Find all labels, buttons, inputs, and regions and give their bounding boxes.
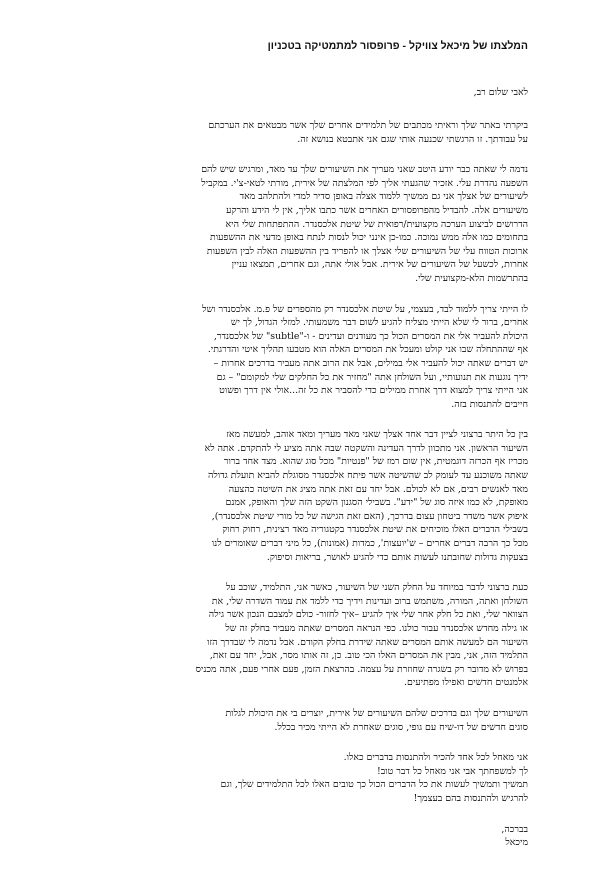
letter-paragraph xyxy=(62,303,528,412)
letter-greeting: לאבי שלום רב, xyxy=(473,87,528,98)
paragraph-line: אחרות, לכשעל של השיעורים של אירית. אבל אולי אתה, וגם אחרים, תמצאו עניין xyxy=(231,259,528,271)
paragraph-line: ביקרתי באתר שלך וראיתי מכתבים של תלמידים אחרים שלך אשר מבטאים את הערכתם xyxy=(208,120,528,131)
paragraph-line: לך למשפחתך אבי אני מאחל כל דבר טוב! xyxy=(376,765,528,777)
paragraph-line: אני מאחל לכל אחד להכיר ולהתנסות בדברים כאלו. xyxy=(343,752,528,764)
paragraph-line: חייבים להתנסות בזה. xyxy=(451,398,528,410)
paragraph-line: לו הייתי צריך ללמוד לבד, בעצמי, על שיטת אלכסנדר רק מהספרים של פ.מ. אלכסנדר ושל xyxy=(202,303,528,315)
paragraph-line: בתחומים כמו אלה ממש נמוכה. כמו-כן אינני יכול לנסות לנתח באופן מדעי את ההשפעות xyxy=(210,232,528,244)
letter-paragraph xyxy=(62,581,528,690)
paragraph-line: משיעורים אלה. להבדיל מהפרופסורים האחרים אשר כתבו אליך, אין לי הידע והרקע xyxy=(226,204,528,216)
paragraph-line: מאופקת, לא כמו איזה סוג של "ידע". בשבילי הסגנון השקט הזה שלך והאופק, אמנם xyxy=(225,497,528,509)
paragraph-line: סוגים חדשים של דו-שיח עם גופי, סוגים שאחרת לא הייתי מכיר בכלל. xyxy=(274,721,528,733)
paragraph-line: מאד לאנשים רבים, אם לא לכולם. אבל יחד עם זאת אתה מציג את השיטה כהצעה xyxy=(228,483,528,495)
paragraph-line: מכריז אף הכרזה דוגמטית, אין שום רמז של "פנטיות" מכל סוג שהוא. מצד אחד ברור xyxy=(223,456,528,468)
paragraph-line: ארוכות הטווח עלי של השיעורים שלי אצלך או להפריד בין ההשפעות האלה לבין השפעות xyxy=(206,245,528,257)
letter-paragraph xyxy=(62,751,528,805)
paragraph-line: בשבילי הדברים האלו מוכיחים את שיטת אלכסנדר בקטגוריה מאד רצינית, רחוק רחוק xyxy=(222,524,528,536)
paragraph-line: הצוואר שלי, ואת כל חלק אחר שלי איך להגיע –איך לחזור- כולם למצבם הנכון אשר גילה xyxy=(208,609,528,621)
letter-signoff xyxy=(62,823,528,850)
paragraph-line: לשיעורים של אצלך אני גם ממשיך ללמוד אצלה באופן סדיר למדי ולהתלהב מאד xyxy=(239,191,528,203)
paragraph-line: נדמה לי שאתה כבר יודע היטב שאני מעריך את השיעורים שלך עד מאד, ומרגיש שיש להם xyxy=(201,164,528,176)
paragraph-line: השיעור הם למעשה אותם המסרים שאתה שידרת בחלק הקודם. אבל נדמה לי שבדרך הזו xyxy=(207,636,528,648)
letter-paragraph xyxy=(62,119,528,146)
paragraph-line: איפוק אשר משדר ביטחון עצום בדרכך, (האם זאת הגישה של כל מורי שיטת אלכסנדר), xyxy=(211,510,528,522)
paragraph-line: אף שההתחלה שבו אני קולט ומעכל את המסרים האלה הוא מטבעו תהליך איטי והדרגתי. xyxy=(207,344,528,356)
letter-paragraph xyxy=(62,163,528,285)
paragraph-line: תמשיך ותמשיך לעשות את כל הדברים הכול כך טובים האלו לכל התלמידים שלך, וגם xyxy=(220,779,528,791)
paragraph-line: אלמנטים חדשים ואפילו מפתיעים. xyxy=(404,677,528,689)
paragraph-line: בין כל היתר ברצוני לציין דבר אחד אצלך שאני מאד מעריך ומאד אוהב, למעשה מאז xyxy=(226,429,528,441)
paragraph-line: בפרוש לא מדובר רק בשגרה שחוזרת על עצמה. בהרצאת הזמן, פעם אחרי פעם, אתה מכניס xyxy=(195,663,528,675)
paragraph-line: להרגיש ולהתנסות בהם בעצמך! xyxy=(413,792,528,804)
paragraph-line: כעת ברצוני לדבר במיוחד על החלק השני של השיעור, כאשר אני, התלמיד, שוכב על xyxy=(225,582,528,594)
letter-paragraph xyxy=(62,707,528,734)
paragraph-line: ידיך נוגעות את תנועותיי, ועל השולחן אתה "מחזיר את כל החלקים שלי למקומם" – גם xyxy=(216,371,528,383)
paragraph-line: התלמיד הזה, אני, מבין את המסרים האלו הכי טוב. כן, זה אותו מסר, אבל, יחד עם זאת, xyxy=(209,650,528,662)
paragraph-line: השפעה נהדרת עלי. אזכיר שהגעתי אליך לפי המלצתה של אירית, מורתי לטאי-צ'י. במקביל xyxy=(201,177,528,189)
paragraph-line: או גילה מחדש אלכסנדר עבור כולנו. כפי הנראה המסרים שאתה מעביר בחלק זה של xyxy=(225,623,528,634)
paragraph-line: אני הייתי צריך למצוא דרך אחרת ממילים כדי להסביר את כל זה...אולי אין דרך ופשוט xyxy=(219,385,528,397)
paragraph-line: השיעורים שלך וגם בדרכים שלהם השיעורים של אירית, יוצרים בי את היכולת לגלות xyxy=(225,707,528,719)
paragraph-line: היכולת להעביר אלי את המסרים הכול כך מעודנים ועדינים - ו-"subtle" של אלכסנדר, xyxy=(213,330,528,342)
paragraph-line: השולחן ואתה, המורה, משתמש ברוב ועדינות וידיך כדי ללמד את עמוד השדרה שלי, את xyxy=(211,595,528,607)
signoff-closing: בברכה, xyxy=(501,823,528,835)
letter-body xyxy=(62,119,528,806)
paragraph-line: הדרושים לביצוע הערכה מקצועית/רפואית של שיטת אלכסנדר. ההתפתחות שלי היא xyxy=(225,218,528,230)
letter-paragraph xyxy=(62,428,528,564)
paragraph-line: אחרים, ברור לי שלא הייתי מצליח להגיע לשום דבר משמעותי. למזלי הגדול, לך יש xyxy=(230,317,528,329)
paragraph-line: בצעקות גדולות שחובתנו לעשות אותם כדי להגיע לאושר, בריאות וסיפוק. xyxy=(266,551,528,563)
paragraph-line: השיעור הראשון. אני מתכוון לדרך העדינה והשקטה שבה אתה מציע לי להתקדם. אתה לא xyxy=(204,442,528,454)
paragraph-line: בהתרשמות הלא-מקצועית שלי. xyxy=(415,272,528,284)
paragraph-line: מכל כך הרבה דברים אחרים – ש'יועצות', כמדות (אמונות), כל מיני דברים שאומרים לנו xyxy=(211,538,528,550)
paragraph-line: על עבודתך. זו הרגשתי שכנעה אותי שגם אני אתבטא בנושא זה. xyxy=(297,133,528,145)
paragraph-line: יש דברים שאתה יכול להעביר אלי במילים, אבל את הרוב אתה מעביר בדרכים אחרות – xyxy=(213,357,528,369)
paragraph-line: שאתה משוכנע עד לעומק לב שהשיטה אשר פיתח אלכסנדר מסוגלת להביא תועלת גדולה xyxy=(208,470,528,482)
signoff-name: מיכאל xyxy=(505,837,528,849)
page-title: המלצתו של מיכאל צוויקל - פרופסור למתמטיקה בטכניון xyxy=(267,40,528,52)
